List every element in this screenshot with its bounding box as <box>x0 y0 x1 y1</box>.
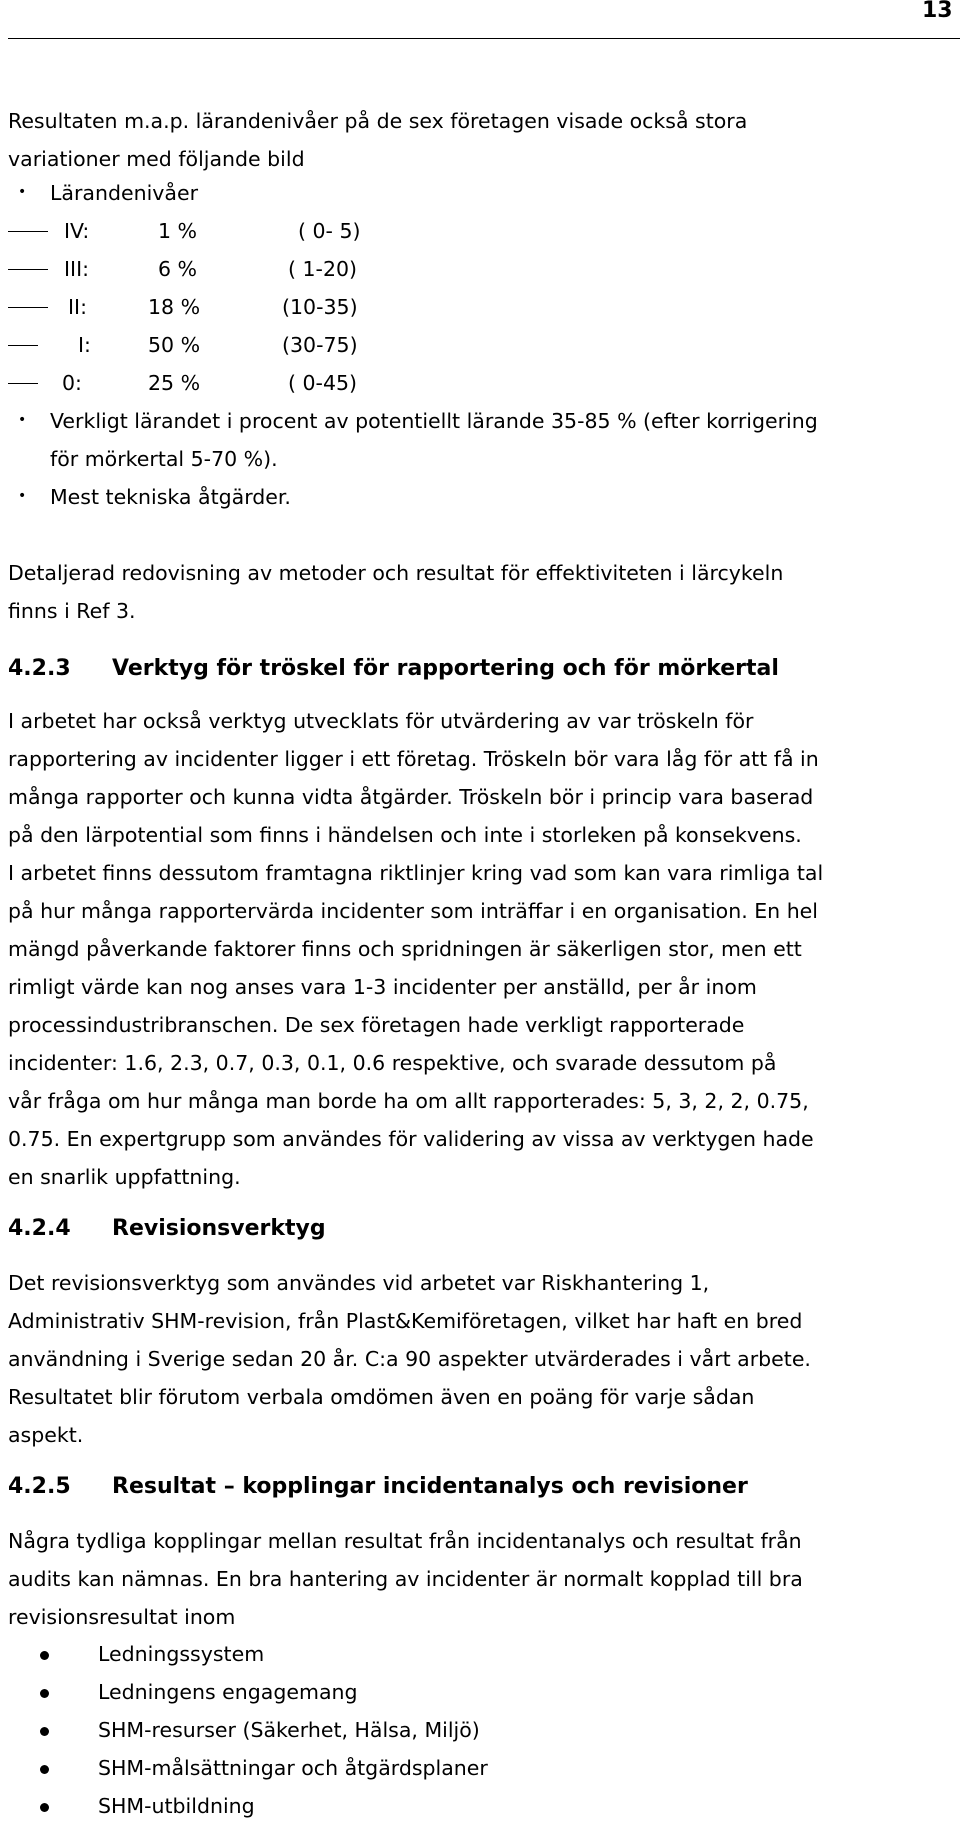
header-rule <box>8 38 960 39</box>
list-bullet <box>40 1803 49 1812</box>
level-dash <box>8 307 48 308</box>
level-percent: 25 % <box>148 371 201 395</box>
level-percent: 50 % <box>148 333 201 357</box>
list-item: SHM-utbildning <box>98 1794 255 1818</box>
section-title: Revisionsverktyg <box>112 1216 326 1241</box>
level-percent: 1 % <box>158 219 198 243</box>
level-name: 0: <box>62 371 82 395</box>
bullet-marker: • <box>18 184 27 200</box>
bullet-verkligt-line-1: Verkligt lärandet i procent av potentiellt lärande 35-85 % (efter korrigering <box>50 409 818 433</box>
bullet-larandenivaer: Lärandenivåer <box>50 181 199 205</box>
level-name: III: <box>64 257 90 281</box>
p425-line: revisionsresultat inom <box>8 1605 236 1629</box>
p425-line: Några tydliga kopplingar mellan resultat från incidentanalys och resultat från <box>8 1529 802 1553</box>
list-item: Ledningens engagemang <box>98 1680 358 1704</box>
p423-line: rimligt värde kan nog anses vara 1-3 incidenter per anställd, per år inom <box>8 975 757 999</box>
p423-line: incidenter: 1.6, 2.3, 0.7, 0.3, 0.1, 0.6 respektive, och svarade dessutom på <box>8 1051 777 1075</box>
list-item: SHM-resurser (Säkerhet, Hälsa, Miljö) <box>98 1718 480 1742</box>
p423-line: 0.75. En expertgrupp som användes för validering av vissa av verktygen hade <box>8 1127 814 1151</box>
section-title: Verktyg för tröskel för rapportering och för mörkertal <box>112 656 779 681</box>
p423-line: en snarlik uppfattning. <box>8 1165 241 1189</box>
level-dash <box>8 345 38 346</box>
section-number: 4.2.4 <box>8 1216 71 1241</box>
detail-line-1: Detaljerad redovisning av metoder och resultat för effektiviteten i lärcykeln <box>8 561 784 585</box>
list-item: Ledningssystem <box>98 1642 265 1666</box>
p425-line: audits kan nämnas. En bra hantering av incidenter är normalt kopplad till bra <box>8 1567 803 1591</box>
p424-line: användning i Sverige sedan 20 år. C:a 90 aspekter utvärderades i vårt arbete. <box>8 1347 811 1371</box>
level-range: (10-35) <box>282 295 358 319</box>
bullet-marker: • <box>18 412 27 428</box>
level-range: (30-75) <box>282 333 358 357</box>
detail-line-2: finns i Ref 3. <box>8 599 136 623</box>
level-name: IV: <box>64 219 90 243</box>
p424-line: Administrativ SHM-revision, från Plast&Kemiföretagen, vilket har haft en bred <box>8 1309 803 1333</box>
bullet-verkligt-line-2: för mörkertal 5-70 %). <box>50 447 278 471</box>
list-bullet <box>40 1727 49 1736</box>
p424-line: Resultatet blir förutom verbala omdömen även en poäng för varje sådan <box>8 1385 755 1409</box>
heading-4-2-5 <box>8 1474 748 1499</box>
level-range: ( 0-45) <box>288 371 358 395</box>
heading-4-2-4 <box>8 1216 326 1241</box>
p423-line: I arbetet har också verktyg utvecklats för utvärdering av var tröskeln för <box>8 709 754 733</box>
list-item: SHM-målsättningar och åtgärdsplaner <box>98 1756 488 1780</box>
bullet-tekniska: Mest tekniska åtgärder. <box>50 485 291 509</box>
section-title: Resultat – kopplingar incidentanalys och revisioner <box>112 1474 748 1499</box>
list-bullet <box>40 1651 49 1660</box>
level-dash <box>8 231 48 232</box>
intro-line-2: variationer med följande bild <box>8 147 305 171</box>
level-dash <box>8 383 38 384</box>
section-number: 4.2.5 <box>8 1474 71 1499</box>
level-percent: 18 % <box>148 295 201 319</box>
level-range: ( 1-20) <box>288 257 358 281</box>
level-range: ( 0- 5) <box>298 219 361 243</box>
bullet-marker: • <box>18 488 27 504</box>
p423-line: på den lärpotential som finns i händelsen och inte i storleken på konsekvens. <box>8 823 802 847</box>
level-name: II: <box>68 295 87 319</box>
list-bullet <box>40 1689 49 1698</box>
level-dash <box>8 269 48 270</box>
p423-line: många rapporter och kunna vidta åtgärder. Tröskeln bör i princip vara baserad <box>8 785 814 809</box>
section-number: 4.2.3 <box>8 656 71 681</box>
p423-line: mängd påverkande faktorer finns och spridningen är säkerligen stor, men ett <box>8 937 802 961</box>
p424-line: aspekt. <box>8 1423 84 1447</box>
p423-line: processindustribranschen. De sex företagen hade verkligt rapporterade <box>8 1013 745 1037</box>
level-percent: 6 % <box>158 257 198 281</box>
list-bullet <box>40 1765 49 1774</box>
p423-line: på hur många rapportervärda incidenter som inträffar i en organisation. En hel <box>8 899 818 923</box>
p424-line: Det revisionsverktyg som användes vid arbetet var Riskhantering 1, <box>8 1271 710 1295</box>
p423-line: I arbetet finns dessutom framtagna riktlinjer kring vad som kan vara rimliga tal <box>8 861 824 885</box>
intro-line-1: Resultaten m.a.p. lärandenivåer på de sex företagen visade också stora <box>8 109 748 133</box>
p423-line: rapportering av incidenter ligger i ett företag. Tröskeln bör vara låg för att få in <box>8 747 819 771</box>
page-number: 13 <box>922 0 953 23</box>
level-name: I: <box>78 333 91 357</box>
p423-line: vår fråga om hur många man borde ha om allt rapporterades: 5, 3, 2, 2, 0.75, <box>8 1089 809 1113</box>
heading-4-2-3 <box>8 656 779 681</box>
